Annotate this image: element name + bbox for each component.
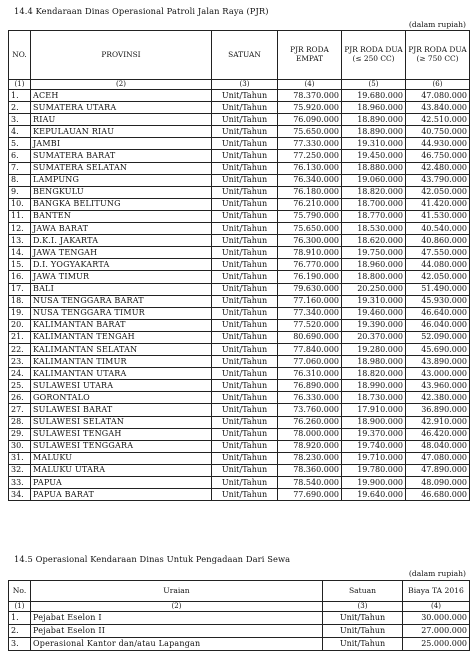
column-number: (5) — [342, 80, 406, 90]
pjr-roda-dua-250-cost: 18.820.000 — [342, 368, 406, 380]
pjr-roda-dua-750-cost: 52.090.000 — [406, 331, 470, 343]
column-number-row — [9, 80, 470, 90]
column-number: (2) — [31, 80, 212, 90]
pjr-roda-empat-cost: 75.920.000 — [278, 102, 342, 114]
pjr-roda-dua-750-cost: 46.040.000 — [406, 319, 470, 331]
table-row — [9, 356, 470, 368]
pjr-roda-dua-250-cost: 19.280.000 — [342, 343, 406, 355]
pjr-roda-dua-750-cost: 43.000.000 — [406, 368, 470, 380]
pjr-roda-empat-cost: 78.540.000 — [278, 477, 342, 489]
pjr-roda-empat-cost: 76.210.000 — [278, 198, 342, 210]
unit: Unit/Tahun — [212, 162, 278, 174]
row-number: 4. — [9, 126, 31, 138]
table-row — [9, 114, 470, 126]
table-row — [9, 638, 470, 651]
pjr-roda-dua-750-cost: 47.080.000 — [406, 452, 470, 464]
row-number: 20. — [9, 319, 31, 331]
unit: Unit/Tahun — [212, 247, 278, 259]
column-number: (4) — [278, 80, 342, 90]
province-name: NUSA TENGGARA BARAT — [31, 295, 212, 307]
province-name: KALIMANTAN TENGAH — [31, 331, 212, 343]
unit: Unit/Tahun — [212, 126, 278, 138]
province-name: ACEH — [31, 90, 212, 102]
pjr-roda-empat-cost: 76.260.000 — [278, 416, 342, 428]
pjr-roda-dua-250-cost: 18.990.000 — [342, 380, 406, 392]
province-name: PAPUA — [31, 477, 212, 489]
row-number: 33. — [9, 477, 31, 489]
unit: Unit/Tahun — [212, 368, 278, 380]
pjr-roda-dua-750-cost: 44.080.000 — [406, 259, 470, 271]
table-row — [9, 223, 470, 235]
unit: Unit/Tahun — [323, 612, 403, 625]
province-name: JAWA BARAT — [31, 223, 212, 235]
table-row — [9, 271, 470, 283]
pjr-roda-dua-250-cost: 19.750.000 — [342, 247, 406, 259]
table-row — [9, 138, 470, 150]
pjr-roda-dua-750-cost: 43.840.000 — [406, 102, 470, 114]
row-number: 5. — [9, 138, 31, 150]
pjr-roda-dua-250-cost: 19.460.000 — [342, 307, 406, 319]
table-row — [9, 343, 470, 355]
column-number: (1) — [9, 80, 31, 90]
pjr-roda-empat-cost: 78.230.000 — [278, 452, 342, 464]
pjr-roda-dua-750-cost: 43.890.000 — [406, 356, 470, 368]
pjr-roda-dua-250-cost: 18.800.000 — [342, 271, 406, 283]
pjr-roda-dua-250-cost: 18.730.000 — [342, 392, 406, 404]
pjr-roda-empat-cost: 75.650.000 — [278, 126, 342, 138]
unit: Unit/Tahun — [212, 477, 278, 489]
pjr-roda-dua-750-cost: 46.750.000 — [406, 150, 470, 162]
table-row — [9, 452, 470, 464]
province-name: SUMATERA SELATAN — [31, 162, 212, 174]
description: Pejabat Eselon I — [31, 612, 323, 625]
table-row — [9, 247, 470, 259]
pjr-roda-empat-cost: 77.160.000 — [278, 295, 342, 307]
row-number: 25. — [9, 380, 31, 392]
pjr-roda-empat-cost: 77.520.000 — [278, 319, 342, 331]
row-number: 26. — [9, 392, 31, 404]
row-number: 22. — [9, 343, 31, 355]
unit: Unit/Tahun — [212, 138, 278, 150]
unit: Unit/Tahun — [212, 186, 278, 198]
unit: Unit/Tahun — [212, 319, 278, 331]
pjr-roda-dua-750-cost: 42.380.000 — [406, 392, 470, 404]
pjr-roda-dua-750-cost: 45.930.000 — [406, 295, 470, 307]
pjr-roda-dua-750-cost: 47.550.000 — [406, 247, 470, 259]
province-name: LAMPUNG — [31, 174, 212, 186]
unit: Unit/Tahun — [212, 404, 278, 416]
pjr-roda-dua-250-cost: 19.450.000 — [342, 150, 406, 162]
unit: Unit/Tahun — [212, 307, 278, 319]
pjr-roda-dua-250-cost: 20.370.000 — [342, 331, 406, 343]
table-row — [9, 174, 470, 186]
row-number: 13. — [9, 235, 31, 247]
pjr-roda-empat-cost: 78.370.000 — [278, 90, 342, 102]
description: Pejabat Eselon II — [31, 625, 323, 638]
pjr-roda-empat-cost: 76.770.000 — [278, 259, 342, 271]
unit: Unit/Tahun — [212, 343, 278, 355]
pjr-roda-dua-750-cost: 36.890.000 — [406, 404, 470, 416]
pjr-roda-dua-750-cost: 40.860.000 — [406, 235, 470, 247]
pjr-roda-dua-750-cost: 48.090.000 — [406, 477, 470, 489]
pjr-roda-empat-cost: 76.180.000 — [278, 186, 342, 198]
unit: Unit/Tahun — [212, 271, 278, 283]
pjr-roda-dua-750-cost: 42.480.000 — [406, 162, 470, 174]
pjr-table-header — [9, 31, 470, 80]
column-number-row — [9, 602, 470, 612]
pjr-roda-dua-250-cost: 19.900.000 — [342, 477, 406, 489]
pjr-roda-dua-750-cost: 40.750.000 — [406, 126, 470, 138]
pjr-roda-dua-750-cost: 43.960.000 — [406, 380, 470, 392]
pjr-roda-dua-250-cost: 18.820.000 — [342, 186, 406, 198]
pjr-roda-dua-750-cost: 45.690.000 — [406, 343, 470, 355]
pjr-roda-empat-cost: 78.910.000 — [278, 247, 342, 259]
unit: Unit/Tahun — [212, 259, 278, 271]
header-uraian: Uraian — [31, 581, 323, 602]
header-pjr-roda-dua-750: PJR RODA DUA (≥ 750 CC) — [406, 31, 470, 80]
pjr-roda-dua-750-cost: 44.930.000 — [406, 138, 470, 150]
province-name: BENGKULU — [31, 186, 212, 198]
pjr-roda-dua-750-cost: 43.790.000 — [406, 174, 470, 186]
unit: Unit/Tahun — [212, 295, 278, 307]
pjr-roda-empat-cost: 75.790.000 — [278, 210, 342, 222]
description: Operasional Kantor dan/atau Lapangan — [31, 638, 323, 651]
pjr-roda-dua-250-cost: 18.980.000 — [342, 356, 406, 368]
pjr-roda-dua-250-cost: 18.890.000 — [342, 114, 406, 126]
province-name: SULAWESI SELATAN — [31, 416, 212, 428]
unit: Unit/Tahun — [212, 416, 278, 428]
unit: Unit/Tahun — [212, 102, 278, 114]
sewa-table-header — [9, 581, 470, 602]
unit: Unit/Tahun — [212, 380, 278, 392]
pjr-roda-dua-750-cost: 46.420.000 — [406, 428, 470, 440]
column-number: (1) — [9, 602, 31, 612]
row-number: 28. — [9, 416, 31, 428]
table-row — [9, 235, 470, 247]
row-number: 3. — [9, 638, 31, 651]
row-number: 14. — [9, 247, 31, 259]
pjr-roda-dua-750-cost: 48.040.000 — [406, 440, 470, 452]
pjr-roda-dua-750-cost: 41.530.000 — [406, 210, 470, 222]
pjr-roda-empat-cost: 79.630.000 — [278, 283, 342, 295]
pjr-table — [8, 30, 470, 501]
province-name: RIAU — [31, 114, 212, 126]
row-number: 30. — [9, 440, 31, 452]
row-number: 31. — [9, 452, 31, 464]
pjr-roda-empat-cost: 76.300.000 — [278, 235, 342, 247]
table-row — [9, 331, 470, 343]
table-row — [9, 489, 470, 501]
pjr-roda-dua-250-cost: 19.680.000 — [342, 90, 406, 102]
pjr-roda-empat-cost: 77.330.000 — [278, 138, 342, 150]
header-pjr-roda-dua-250: PJR RODA DUA (≤ 250 CC) — [342, 31, 406, 80]
sewa-table — [8, 580, 470, 651]
row-number: 19. — [9, 307, 31, 319]
pjr-roda-dua-750-cost: 42.510.000 — [406, 114, 470, 126]
section-14-4-title: 14.4 Kendaraan Dinas Operasional Patroli Jalan Raya (PJR) — [14, 6, 269, 16]
row-number: 21. — [9, 331, 31, 343]
table-row — [9, 90, 470, 102]
unit: Unit/Tahun — [212, 440, 278, 452]
table-row — [9, 368, 470, 380]
pjr-roda-dua-250-cost: 19.640.000 — [342, 489, 406, 501]
table-row — [9, 295, 470, 307]
pjr-roda-empat-cost: 75.650.000 — [278, 223, 342, 235]
pjr-roda-empat-cost: 76.310.000 — [278, 368, 342, 380]
header-satuan: SATUAN — [212, 31, 278, 80]
column-number: (3) — [323, 602, 403, 612]
province-name: GORONTALO — [31, 392, 212, 404]
province-name: MALUKU — [31, 452, 212, 464]
unit: Unit/Tahun — [212, 90, 278, 102]
pjr-roda-dua-750-cost: 47.080.000 — [406, 90, 470, 102]
pjr-roda-empat-cost: 73.760.000 — [278, 404, 342, 416]
province-name: KALIMANTAN UTARA — [31, 368, 212, 380]
row-number: 16. — [9, 271, 31, 283]
table-row — [9, 392, 470, 404]
pjr-roda-dua-250-cost: 17.910.000 — [342, 404, 406, 416]
pjr-roda-empat-cost: 76.130.000 — [278, 162, 342, 174]
pjr-roda-dua-250-cost: 18.960.000 — [342, 102, 406, 114]
unit: Unit/Tahun — [212, 428, 278, 440]
row-number: 23. — [9, 356, 31, 368]
table-row — [9, 477, 470, 489]
pjr-roda-empat-cost: 76.190.000 — [278, 271, 342, 283]
pjr-roda-empat-cost: 76.330.000 — [278, 392, 342, 404]
pjr-roda-empat-cost: 80.690.000 — [278, 331, 342, 343]
province-name: SULAWESI TENGGARA — [31, 440, 212, 452]
province-name: D.I. YOGYAKARTA — [31, 259, 212, 271]
table-row — [9, 198, 470, 210]
pjr-roda-empat-cost: 76.890.000 — [278, 380, 342, 392]
header-no: No. — [9, 581, 31, 602]
province-name: BANTEN — [31, 210, 212, 222]
row-number: 2. — [9, 102, 31, 114]
table-row — [9, 464, 470, 476]
column-number: (6) — [406, 80, 470, 90]
unit: Unit/Tahun — [212, 489, 278, 501]
province-name: JAWA TIMUR — [31, 271, 212, 283]
province-name: BANGKA BELITUNG — [31, 198, 212, 210]
pjr-roda-empat-cost: 76.090.000 — [278, 114, 342, 126]
province-name: KEPULAUAN RIAU — [31, 126, 212, 138]
unit: Unit/Tahun — [212, 464, 278, 476]
province-name: PAPUA BARAT — [31, 489, 212, 501]
column-number: (2) — [31, 602, 323, 612]
unit: Unit/Tahun — [212, 283, 278, 295]
pjr-roda-dua-750-cost: 46.640.000 — [406, 307, 470, 319]
pjr-roda-dua-250-cost: 19.060.000 — [342, 174, 406, 186]
table-row — [9, 404, 470, 416]
province-name: JAWA TENGAH — [31, 247, 212, 259]
pjr-roda-dua-250-cost: 18.620.000 — [342, 235, 406, 247]
pjr-roda-dua-750-cost: 42.910.000 — [406, 416, 470, 428]
province-name: SULAWESI BARAT — [31, 404, 212, 416]
table-row — [9, 380, 470, 392]
table-row — [9, 283, 470, 295]
pjr-roda-empat-cost: 78.000.000 — [278, 428, 342, 440]
row-number: 7. — [9, 162, 31, 174]
unit: Unit/Tahun — [323, 638, 403, 651]
section-14-5-title: 14.5 Operasional Kendaraan Dinas Untuk Pengadaan Dari Sewa — [14, 554, 291, 564]
pjr-roda-dua-250-cost: 19.740.000 — [342, 440, 406, 452]
table-row — [9, 162, 470, 174]
table-row — [9, 440, 470, 452]
province-name: KALIMANTAN SELATAN — [31, 343, 212, 355]
header-no: NO. — [9, 31, 31, 80]
row-number: 32. — [9, 464, 31, 476]
row-number: 12. — [9, 223, 31, 235]
province-name: BALI — [31, 283, 212, 295]
pjr-roda-empat-cost: 77.840.000 — [278, 343, 342, 355]
pjr-roda-dua-250-cost: 18.900.000 — [342, 416, 406, 428]
cost: 30.000.000 — [403, 612, 470, 625]
pjr-roda-dua-250-cost: 18.880.000 — [342, 162, 406, 174]
province-name: MALUKU UTARA — [31, 464, 212, 476]
table-row — [9, 186, 470, 198]
table-row — [9, 612, 470, 625]
pjr-roda-dua-750-cost: 40.540.000 — [406, 223, 470, 235]
table-row — [9, 416, 470, 428]
row-number: 27. — [9, 404, 31, 416]
unit: Unit/Tahun — [212, 452, 278, 464]
pjr-roda-empat-cost: 77.250.000 — [278, 150, 342, 162]
pjr-roda-dua-250-cost: 18.960.000 — [342, 259, 406, 271]
pjr-roda-dua-250-cost: 18.890.000 — [342, 126, 406, 138]
row-number: 18. — [9, 295, 31, 307]
row-number: 17. — [9, 283, 31, 295]
pjr-roda-dua-750-cost: 47.890.000 — [406, 464, 470, 476]
province-name: SUMATERA UTARA — [31, 102, 212, 114]
row-number: 3. — [9, 114, 31, 126]
header-biaya: Biaya TA 2016 — [403, 581, 470, 602]
province-name: KALIMANTAN TIMUR — [31, 356, 212, 368]
row-number: 2. — [9, 625, 31, 638]
province-name: SULAWESI TENGAH — [31, 428, 212, 440]
table-row — [9, 307, 470, 319]
row-number: 6. — [9, 150, 31, 162]
table-row — [9, 625, 470, 638]
unit: Unit/Tahun — [212, 210, 278, 222]
pjr-roda-empat-cost: 78.920.000 — [278, 440, 342, 452]
pjr-roda-dua-250-cost: 19.710.000 — [342, 452, 406, 464]
table-row — [9, 102, 470, 114]
unit: Unit/Tahun — [212, 198, 278, 210]
unit: Unit/Tahun — [212, 174, 278, 186]
province-name: NUSA TENGGARA TIMUR — [31, 307, 212, 319]
unit: Unit/Tahun — [212, 150, 278, 162]
pjr-roda-dua-750-cost: 41.420.000 — [406, 198, 470, 210]
pjr-roda-dua-750-cost: 42.050.000 — [406, 271, 470, 283]
unit: Unit/Tahun — [212, 356, 278, 368]
unit: Unit/Tahun — [212, 331, 278, 343]
header-provinsi: PROVINSI — [31, 31, 212, 80]
pjr-roda-dua-250-cost: 19.370.000 — [342, 428, 406, 440]
table-row — [9, 259, 470, 271]
table-row — [9, 319, 470, 331]
row-number: 24. — [9, 368, 31, 380]
pjr-roda-dua-250-cost: 19.780.000 — [342, 464, 406, 476]
pjr-roda-empat-cost: 78.360.000 — [278, 464, 342, 476]
pjr-roda-dua-250-cost: 20.250.000 — [342, 283, 406, 295]
province-name: D.K.I. JAKARTA — [31, 235, 212, 247]
pjr-roda-dua-250-cost: 18.700.000 — [342, 198, 406, 210]
header-pjr-roda-empat: PJR RODA EMPAT — [278, 31, 342, 80]
pjr-roda-dua-250-cost: 19.310.000 — [342, 138, 406, 150]
row-number: 1. — [9, 612, 31, 625]
row-number: 10. — [9, 198, 31, 210]
pjr-roda-empat-cost: 77.340.000 — [278, 307, 342, 319]
row-number: 15. — [9, 259, 31, 271]
unit: Unit/Tahun — [212, 114, 278, 126]
pjr-roda-dua-250-cost: 18.530.000 — [342, 223, 406, 235]
column-number: (3) — [212, 80, 278, 90]
pjr-roda-empat-cost: 77.690.000 — [278, 489, 342, 501]
table-row — [9, 428, 470, 440]
pjr-roda-empat-cost: 77.060.000 — [278, 356, 342, 368]
section-14-5-unit-note: (dalam rupiah) — [408, 569, 466, 578]
unit: Unit/Tahun — [212, 223, 278, 235]
unit: Unit/Tahun — [323, 625, 403, 638]
unit: Unit/Tahun — [212, 392, 278, 404]
cost: 27.000.000 — [403, 625, 470, 638]
row-number: 34. — [9, 489, 31, 501]
row-number: 8. — [9, 174, 31, 186]
pjr-roda-dua-750-cost: 42.050.000 — [406, 186, 470, 198]
column-number: (4) — [403, 602, 470, 612]
header-satuan: Satuan — [323, 581, 403, 602]
row-number: 11. — [9, 210, 31, 222]
unit: Unit/Tahun — [212, 235, 278, 247]
section-14-4-unit-note: (dalam rupiah) — [408, 20, 466, 29]
row-number: 9. — [9, 186, 31, 198]
province-name: SULAWESI UTARA — [31, 380, 212, 392]
cost: 25.000.000 — [403, 638, 470, 651]
pjr-roda-empat-cost: 76.340.000 — [278, 174, 342, 186]
province-name: KALIMANTAN BARAT — [31, 319, 212, 331]
table-row — [9, 150, 470, 162]
province-name: SUMATERA BARAT — [31, 150, 212, 162]
row-number: 29. — [9, 428, 31, 440]
pjr-roda-dua-250-cost: 19.390.000 — [342, 319, 406, 331]
table-row — [9, 126, 470, 138]
pjr-roda-dua-250-cost: 19.310.000 — [342, 295, 406, 307]
table-row — [9, 210, 470, 222]
row-number: 1. — [9, 90, 31, 102]
pjr-roda-dua-750-cost: 51.490.000 — [406, 283, 470, 295]
pjr-roda-dua-250-cost: 18.770.000 — [342, 210, 406, 222]
pjr-roda-dua-750-cost: 46.680.000 — [406, 489, 470, 501]
province-name: JAMBI — [31, 138, 212, 150]
